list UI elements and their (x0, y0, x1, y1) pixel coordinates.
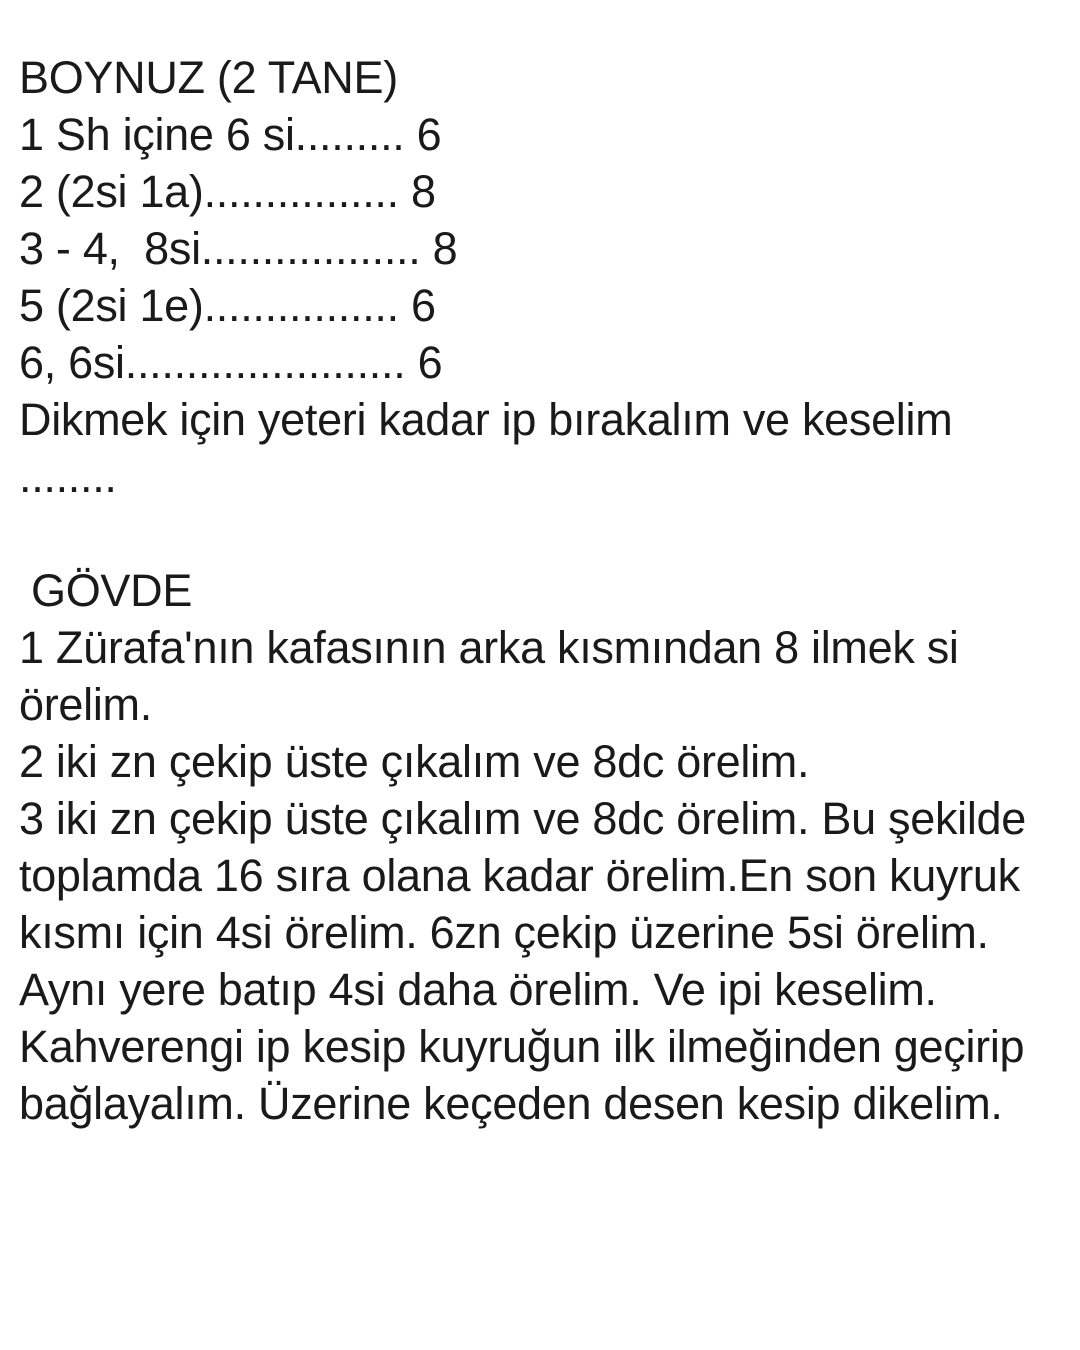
pattern-document (19, 49, 1069, 1132)
horn-row-5: 6, 6si....................... 6 (19, 337, 443, 388)
horn-row-4: 5 (2si 1e)................ 6 (19, 280, 436, 331)
horn-row-3: 3 - 4, 8si.................. 8 (19, 223, 458, 274)
body-section-title: GÖVDE (31, 565, 193, 616)
horn-row-1: 1 Sh içine 6 si......... 6 (19, 109, 442, 160)
body-step-3: 3 iki zn çekip üste çıkalım ve 8dc örelim. Bu şekilde toplamda 16 sıra olana kadar örelim.En son kuyruk kısmı için 4si örelim. 6zn çekip üzerine 5si örelim. Aynı yere batıp 4si daha örelim. Ve ipi keselim. Kahverengi ip kesip kuyruğun ilk ilmeğinden geçirip bağlayalım. Üzerine keçeden desen kesip dikelim. (19, 793, 1027, 1129)
body-step-2: 2 iki zn çekip üste çıkalım ve 8dc örelim. (19, 736, 810, 787)
body-step-1: 1 Zürafa'nın kafasının arka kısmından 8 ilmek si örelim. (19, 622, 959, 730)
horn-row-2: 2 (2si 1a)................ 8 (19, 166, 436, 217)
horn-note: Dikmek için yeteri kadar ip bırakalım ve keselim (19, 394, 953, 445)
blank-line (19, 505, 1069, 562)
horn-section-title: BOYNUZ (2 TANE) (19, 52, 398, 103)
section-separator: ........ (19, 451, 117, 502)
